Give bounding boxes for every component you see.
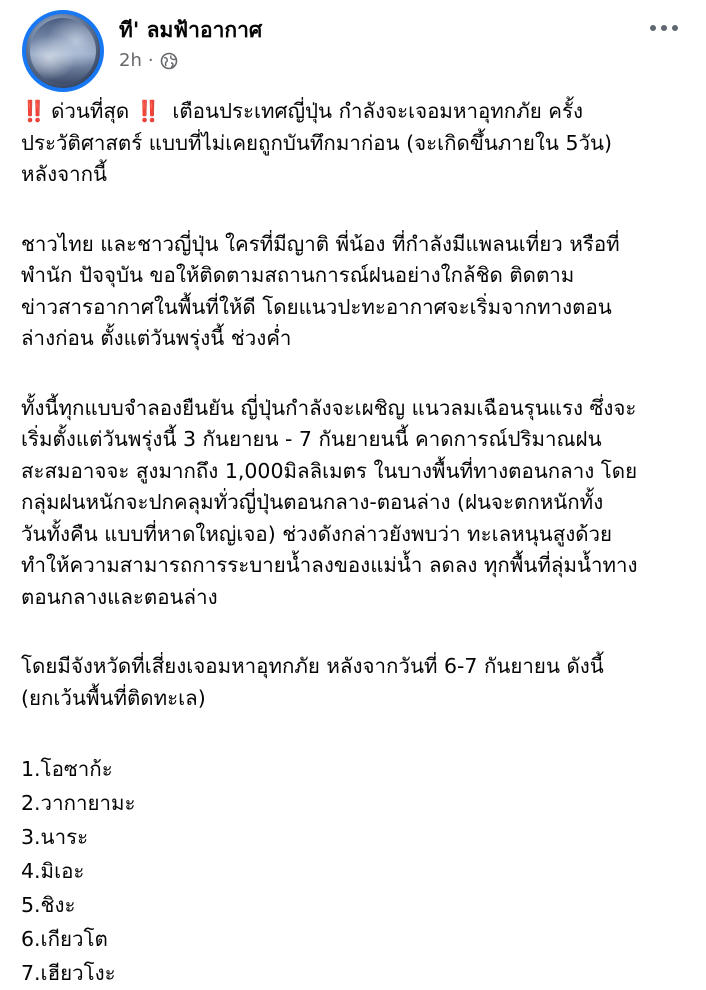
text-line: ประวัติศาสตร์ แบบที่ไม่เคยถูกบันทึกมาก่อน (จะเกิดขึ้นภายใน 5วัน) (21, 130, 613, 155)
list-item: 7.เฮียวโงะ (21, 961, 116, 985)
text-line: ชาวไทย และชาวญี่ปุ่น ใครที่มีญาติ พี่น้อง ที่กำลังมีแพลนเที่ยว หรือที่ (21, 231, 620, 256)
avatar-image (30, 18, 96, 84)
more-options-button[interactable] (644, 14, 684, 42)
more-dot (672, 25, 678, 31)
text-line: ล่างก่อน ตั้งแต่วันพรุ่งนี้ ช่วงค่ำ (21, 326, 292, 350)
list-item: 1.โอซาก้ะ (21, 757, 113, 781)
text-line: พำนัก ปัจจุบัน ขอให้ติดตามสถานการณ์ฝนอย่างใกล้ชิด ติดตาม (21, 263, 575, 287)
text-span: ด่วนที่สุด (51, 99, 130, 123)
text-line: ตอนกลางและตอนล่าง (21, 584, 218, 609)
text-line: กลุ่มฝนหนักจะปกคลุมทั่วญี่ปุ่นตอนกลาง-ตอนล่าง (ฝนจะตกหนักทั้ง (21, 490, 604, 514)
text-line: หลังจากนี้ (21, 162, 108, 186)
text-line: ข่าวสารอากาศในพื้นที่ให้ดี โดยแนวปะทะอากาศจะเริ่มจากทางตอน (21, 294, 612, 319)
text-line (21, 96, 691, 128)
page-name[interactable]: ที' ลมฟ้าอากาศ (119, 18, 263, 42)
list-item: 2.วากายามะ (21, 791, 136, 815)
more-horizontal-icon (650, 25, 656, 31)
post-paragraph (21, 229, 691, 355)
text-line: วันทั้งคืน แบบที่หาดใหญ่เจอ) ช่วงดังกล่าวยังพบว่า ทะเลหนุนสูงด้วย (21, 521, 613, 546)
text-span: เตือนประเทศญี่ปุ่น กำลังจะเจอมหาอุทกภัย ครั้ง (172, 99, 583, 123)
text-line: เริ่มตั้งแต่วันพรุ่งนี้ 3 กันยายน - 7 กันยายนนี้ คาดการณ์ปริมาณฝน (21, 427, 602, 451)
post-meta (119, 50, 178, 71)
double-exclamation-icon: ‼️ (21, 99, 45, 123)
post-paragraph (21, 96, 691, 191)
page-avatar[interactable] (22, 10, 104, 92)
list-item: 4.มิเอะ (21, 859, 85, 883)
province-list (21, 752, 691, 990)
text-line: ทั้งนี้ทุกแบบจำลองยืนยัน ญี่ปุ่นกำลังจะเผชิญ แนวลมเฉือนรุนแรง ซึ่งจะ (21, 395, 637, 420)
post-text (21, 96, 691, 990)
post-timestamp[interactable]: 2h (119, 50, 142, 71)
post-paragraph (21, 393, 691, 614)
text-line: โดยมีจังหวัดที่เสี่ยงเจอมหาอุทกภัย หลังจากวันที่ 6-7 กันยายน ดังนี้ (21, 654, 604, 678)
post-header (0, 0, 706, 90)
meta-separator: · (147, 50, 154, 71)
text-line: สะสมอาจจะ สูงมากถึง 1,000มิลลิเมตร ในบางพื้นที่ทางตอนกลาง โดย (21, 458, 638, 483)
more-dot (661, 25, 667, 31)
post-paragraph (21, 651, 691, 714)
text-line: (ยกเว้นพื้นที่ติดทะเล) (21, 685, 206, 710)
list-item: 3.นาระ (21, 825, 89, 849)
text-line: ทำให้ความสามารถการระบายน้ำลงของแม่น้ำ ลดลง ทุกพื้นที่ลุ่มน้ำทาง (21, 553, 638, 577)
double-exclamation-icon: ‼️ (135, 99, 160, 123)
list-item: 5.ชิงะ (21, 893, 76, 917)
globe-icon[interactable] (160, 52, 178, 70)
list-item: 6.เกียวโต (21, 927, 108, 951)
